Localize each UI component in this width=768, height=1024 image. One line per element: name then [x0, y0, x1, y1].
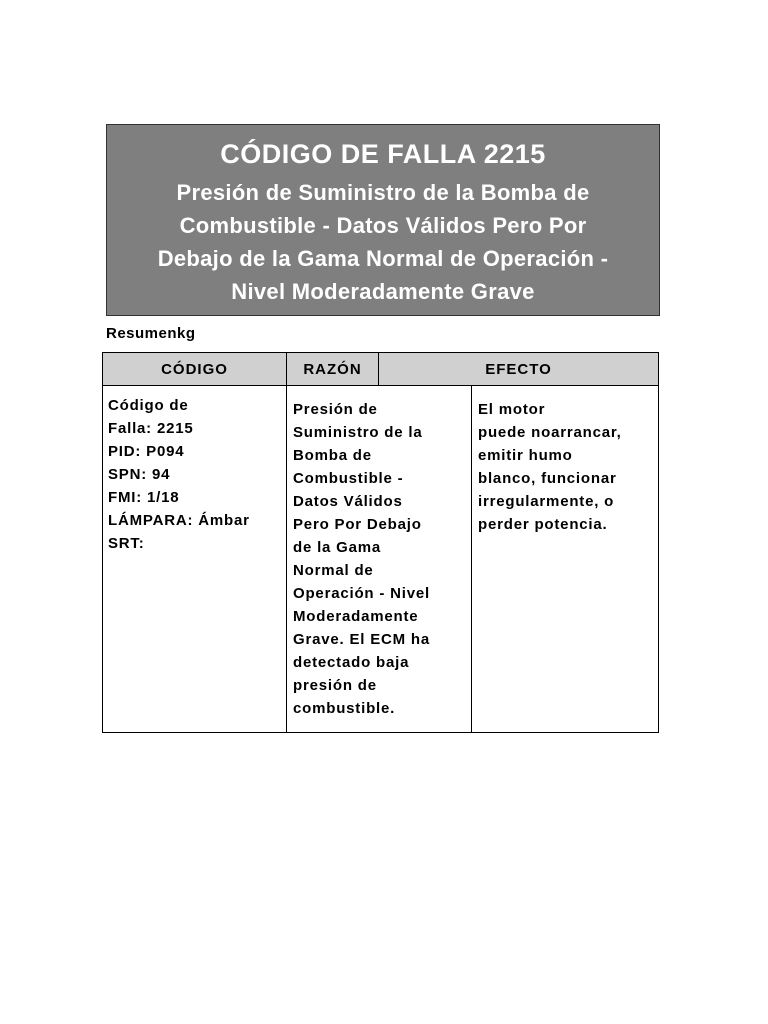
summary-label: Resumenkg: [106, 325, 196, 342]
razon-line: Normal de: [293, 562, 374, 579]
fault-summary-table: [102, 352, 659, 733]
subtitle-line: Nivel Moderadamente Grave: [231, 279, 535, 304]
efecto-line: perder potencia.: [478, 516, 608, 533]
table-header-row: [103, 353, 659, 386]
codigo-line: Código de: [108, 397, 189, 414]
fault-description-title: [107, 176, 659, 308]
codigo-line: PID: P094: [108, 443, 185, 460]
efecto-line: emitir humo: [478, 447, 573, 464]
razon-line: detectado baja: [293, 654, 410, 671]
codigo-cell: [103, 386, 287, 733]
table-row: [103, 386, 659, 733]
header-razon: RAZÓN: [287, 353, 379, 386]
razon-line: Moderadamente: [293, 608, 419, 625]
subtitle-line: Presión de Suministro de la Bomba de: [176, 180, 590, 205]
codigo-line: LÁMPARA: Ámbar: [108, 512, 250, 529]
header-codigo: CÓDIGO: [103, 353, 287, 386]
razon-line: Presión de: [293, 401, 378, 418]
codigo-line: FMI: 1/18: [108, 489, 180, 506]
efecto-cell: [472, 386, 659, 733]
razon-line: combustible.: [293, 700, 396, 717]
codigo-line: SPN: 94: [108, 466, 171, 483]
razon-line: Pero Por Debajo: [293, 516, 422, 533]
razon-line: Datos Válidos: [293, 493, 403, 510]
codigo-line: SRT:: [108, 535, 145, 552]
fault-title-box: [106, 124, 660, 316]
razon-cell: [287, 386, 472, 733]
subtitle-line: Debajo de la Gama Normal de Operación -: [157, 246, 609, 271]
razon-line: presión de: [293, 677, 377, 694]
efecto-line: irregularmente, o: [478, 493, 615, 510]
efecto-line: El motor: [478, 401, 546, 418]
subtitle-line: Combustible - Datos Válidos Pero Por: [179, 213, 587, 238]
razon-line: Combustible -: [293, 470, 404, 487]
razon-line: Grave. El ECM ha: [293, 631, 431, 648]
razon-line: Operación - Nivel: [293, 585, 430, 602]
razon-line: Bomba de: [293, 447, 372, 464]
efecto-line: puede noarrancar,: [478, 424, 622, 441]
razon-line: de la Gama: [293, 539, 382, 556]
header-efecto: EFECTO: [379, 353, 659, 386]
fault-code-title: CÓDIGO DE FALLA 2215: [220, 139, 546, 169]
razon-line: Suministro de la: [293, 424, 423, 441]
efecto-line: blanco, funcionar: [478, 470, 617, 487]
codigo-line: Falla: 2215: [108, 420, 194, 437]
